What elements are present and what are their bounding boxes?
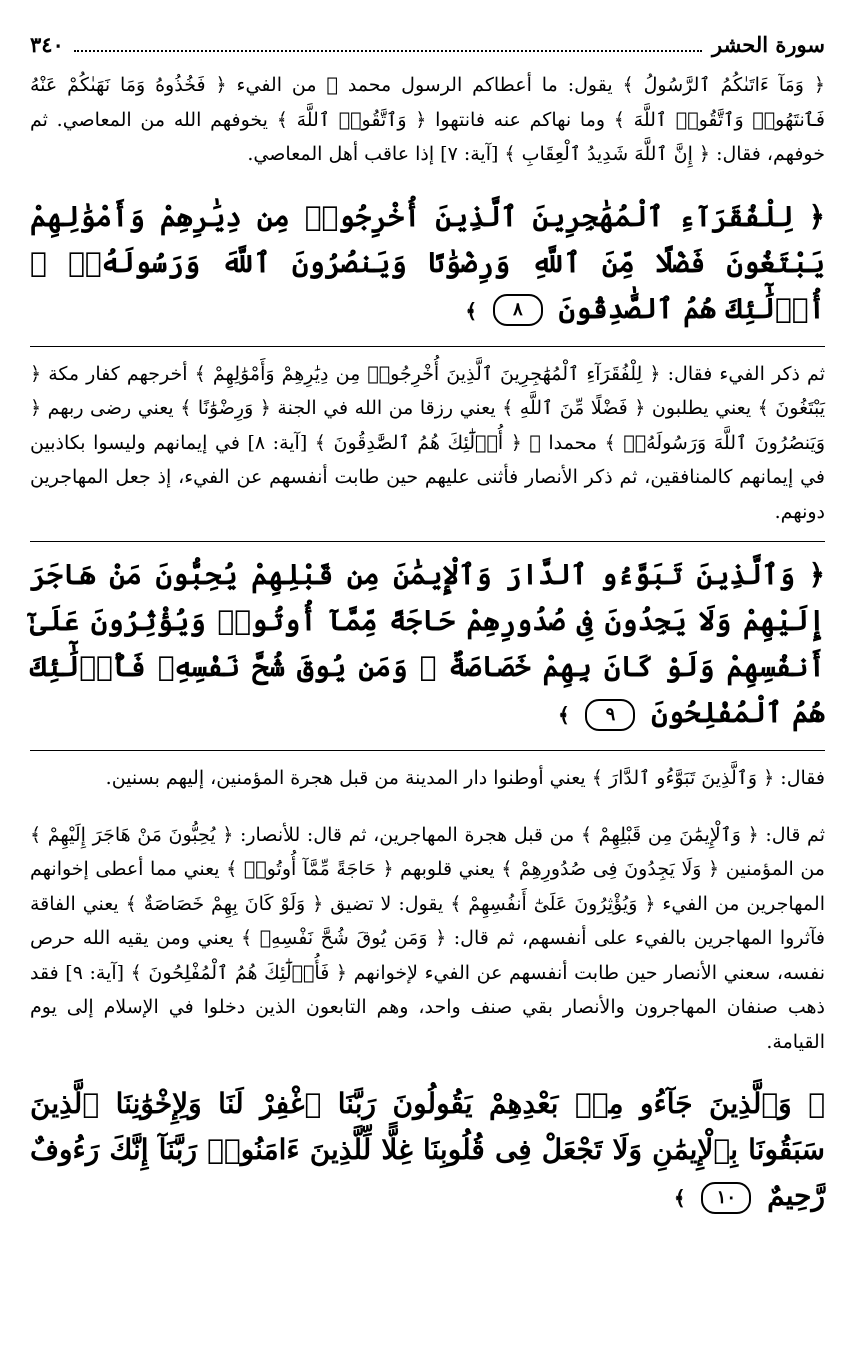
- quran-verse: [30, 552, 825, 738]
- verse-divider: [30, 346, 825, 347]
- verse-divider: [30, 750, 825, 751]
- commentary-paragraph: ثم قال: ﴿ وَٱلْإِيمَٰنَ مِن قَبْلِهِمْ ﴾ من قبل هجرة المهاجرين، ثم قال: للأنصار: ﴿ يُحِبُّونَ مَنْ هَاجَرَ إِلَيْهِمْ ﴾ من المؤمنين ﴿ وَلَا يَجِدُونَ فِى صُدُورِهِمْ ﴾ يعني قلوبهم ﴿ حَاجَةً مِّمَّآ أُوتُوا۟ ﴾ يعني مما أعطى إخوانهم المهاجرين من الفيء ﴿ وَيُؤْثِرُونَ عَلَىٰٓ أَنفُسِهِمْ ﴾ يقول: لا تضيق ﴿ وَلَوْ كَانَ بِهِمْ خَصَاصَةٌ ﴾ يعني الفاقة فآثروا المهاجرين بالفيء على أنفسهم، ثم قال: ﴿ وَمَن يُوقَ شُحَّ نَفْسِهِۦ ﴾ يعني ومن يقيه الله حرص نفسه، سعني الأنصار حين طابت أنفسهم عن الفيء لإخوانهم ﴿ فَأُو۟لَٰٓئِكَ هُمُ ٱلْمُفْلِحُونَ ﴾ [آية: ٩] فقد ذهب صنفان المهاجرون والأنصار بقي صنف واحد، وهم التابعون الذين دخلوا في الإسلام إلى يوم القيامة.: [30, 823, 825, 1053]
- commentary-paragraph: فقال: ﴿ وَٱلَّذِينَ تَبَوَّءُو ٱلدَّارَ ﴾ يعني أوطنوا دار المدينة من قبل هجرة المؤمنين، إليهم بسنين.: [105, 767, 825, 789]
- verse-divider: [30, 541, 825, 542]
- commentary-paragraph: ﴿ وَمَآ ءَاتَىٰكُمُ ٱلرَّسُولُ ﴾ يقول: ما أعطاكم الرسول محمد ﷺ من الفيء ﴿ فَخُذُوهُ وَمَا نَهَىٰكُمْ عَنْهُ فَٱنتَهُوا۟ وَٱتَّقُوا۟ ٱللَّهَ ﴾ وما نهاكم عنه فانتهوا ﴿ وَٱتَّقُوا۟ ٱللَّهَ ﴾ يخوفهم الله من المعاصي. ثم خوفهم، فقال: ﴿ إِنَّ ٱللَّهَ شَدِيدُ ٱلْعِقَابِ ﴾ [آية: ٧] إذا عاقب أهل المعاصي.: [30, 74, 825, 165]
- closing-bracket-ornament: ﴾: [673, 1186, 686, 1210]
- verse-number-marker: ١٠: [701, 1182, 751, 1214]
- verse-text: ﴿ وَٱلَّذِينَ تَبَوَّءُو ٱلدَّارَ وَٱلْإِيمَٰنَ مِن قَبْلِهِمْ يُحِبُّونَ مَنْ هَاجَرَ إِلَيْهِمْ وَلَا يَجِدُونَ فِى صُدُورِهِمْ حَاجَةً مِّمَّآ أُوتُوا۟ وَيُؤْثِرُونَ عَلَىٰٓ أَنفُسِهِمْ وَلَوْ كَانَ بِهِمْ خَصَاصَةٌ ۚ وَمَن يُوقَ شُحَّ نَفْسِهِۦ فَأُو۟لَٰٓئِكَ هُمُ ٱلْمُفْلِحُونَ: [30, 558, 825, 729]
- commentary-paragraph: ثم ذكر الفيء فقال: ﴿ لِلْفُقَرَآءِ ٱلْمُهَٰجِرِينَ ٱلَّذِينَ أُخْرِجُوا۟ مِن دِيَٰرِهِمْ وَأَمْوَٰلِهِمْ ﴾ أخرجهم كفار مكة ﴿ يَبْتَغُونَ ﴾ يعني يطلبون ﴿ فَضْلًا مِّنَ ٱللَّهِ ﴾ يعني رزقا من الله في الجنة ﴿ وَرِضْوَٰنًا ﴾ يعني رضى ربهم ﴿ وَيَنصُرُونَ ٱللَّهَ وَرَسُولَهُۥٓ ﴾ محمدا ﷺ ﴿ أُو۟لَٰٓئِكَ هُمُ ٱلصَّٰدِقُونَ ﴾ [آية: ٨] في إيمانهم وليسوا بكاذبين في إيمانهم كالمنافقين، ثم ذكر الأنصار فأثنى عليهم حين طابت أنفسهم عن الفيء، إذ جعل المهاجرين دونهم.: [30, 362, 825, 523]
- closing-bracket-ornament: ﴾: [557, 703, 570, 727]
- verse-text: ﴿ لِلْفُقَرَآءِ ٱلْمُهَٰجِرِينَ ٱلَّذِينَ أُخْرِجُوا۟ مِن دِيَٰرِهِمْ وَأَمْوَٰلِهِمْ يَبْتَغُونَ فَضْلًا مِّنَ ٱللَّهِ وَرِضْوَٰنًا وَيَنصُرُونَ ٱللَّهَ وَرَسُولَهُۥٓ ۚ أُو۟لَٰٓئِكَ هُمُ ٱلصَّٰدِقُونَ: [30, 199, 825, 325]
- closing-bracket-ornament: ﴾: [465, 298, 478, 323]
- verse-number-marker: ٩: [585, 699, 635, 731]
- surah-title: سورة الحشر: [711, 32, 825, 57]
- verse-text: ﴿ وَٱلَّذِينَ جَآءُو مِنۢ بَعْدِهِمْ يَقُولُونَ رَبَّنَا ٱغْفِرْ لَنَا وَلِإِخْوَٰنِنَا ٱلَّذِينَ سَبَقُونَا بِٱلْإِيمَٰنِ وَلَا تَجْعَلْ فِى قُلُوبِنَا غِلًّا لِّلَّذِينَ ءَامَنُوا۟ رَبَّنَآ إِنَّكَ رَءُوفٌ رَّحِيمٌ: [30, 1087, 825, 1212]
- verse-number-marker: ٨: [493, 294, 543, 326]
- quran-verse: [30, 194, 825, 334]
- page-number: ٣٤٠: [30, 32, 64, 57]
- quran-verse: [30, 1081, 825, 1221]
- running-head: [30, 28, 825, 62]
- header-dotted-leader: [74, 50, 702, 52]
